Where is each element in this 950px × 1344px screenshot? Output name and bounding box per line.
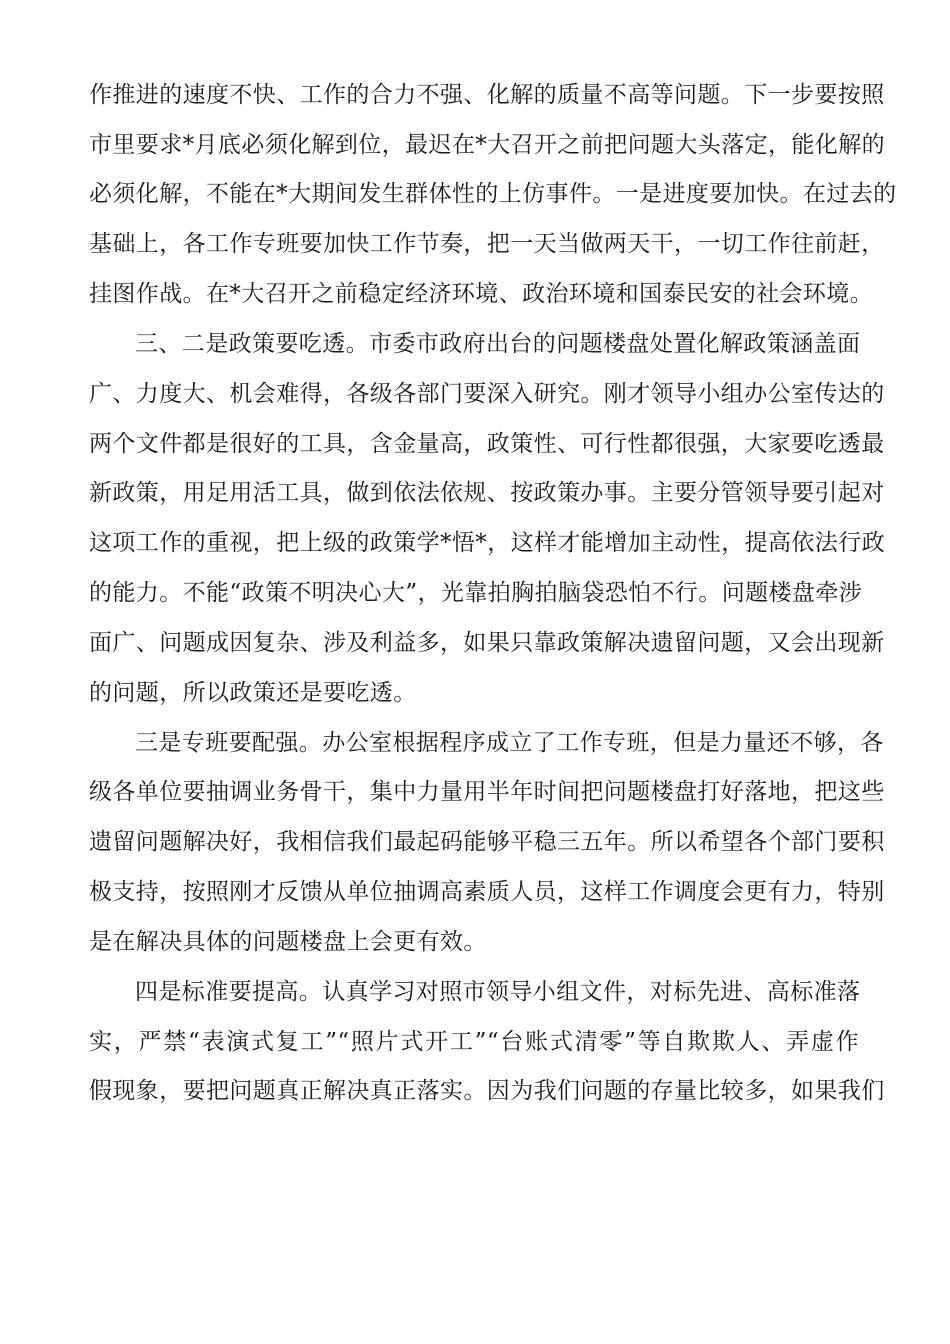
text-line: 的问题，所以政策还是要吃透。 — [89, 680, 417, 706]
text-line: 的能力。不能“政策不明决心大”，光靠拍胸拍脑袋恐怕不行。问题楼盘牵涉 — [89, 580, 863, 606]
text-line: 遗留问题解决好，我相信我们最起码能够平稳三五年。所以希望各个部门要积 — [89, 829, 885, 855]
text-line: 新政策，用足用活工具，做到依法依规、按政策办事。主要分管领导要引起对 — [89, 480, 885, 506]
text-line: 两个文件都是很好的工具，含金量高，政策性、可行性都很强，大家要吃透最 — [89, 431, 885, 457]
text-line: 面广、问题成因复杂、涉及利益多，如果只靠政策解决遗留问题，又会出现新 — [89, 630, 885, 656]
text-line: 广、力度大、机会难得，各级各部门要深入研究。刚才领导小组办公室传达的 — [89, 381, 885, 407]
paragraph-first-line: 四是标准要提高。认真学习对照市领导小组文件，对标先进、高标准落 — [135, 979, 861, 1005]
text-line: 极支持，按照刚才反馈从单位抽调高素质人员，这样工作调度会更有力，特别 — [89, 879, 885, 905]
text-line: 作推进的速度不快、工作的合力不强、化解的质量不高等问题。下一步要按照 — [89, 82, 885, 108]
text-line: 假现象，要把问题真正解决真正落实。因为我们问题的存量比较多，如果我们 — [89, 1078, 885, 1104]
text-line: 基础上，各工作专班要加快工作节奏，把一天当做两天干，一切工作往前赶， — [89, 231, 885, 257]
text-line: 这项工作的重视，把上级的政策学*悟*，这样才能增加主动性，提高依法行政 — [89, 530, 885, 556]
text-line: 是在解决具体的问题楼盘上会更有效。 — [89, 929, 487, 955]
text-line: 挂图作战。在*大召开之前稳定经济环境、政治环境和国泰民安的社会环境。 — [89, 281, 874, 307]
text-line: 实，严禁“表演式复工”“照片式开工”“台账式清零”等自欺欺人、弄虚作 — [89, 1029, 859, 1055]
paragraph-first-line: 三、二是政策要吃透。市委市政府出台的问题楼盘处置化解政策涵盖面 — [135, 331, 861, 357]
text-line: 级各单位要抽调业务骨干，集中力量用半年时间把问题楼盘打好落地，把这些 — [89, 779, 885, 805]
paragraph-first-line: 三是专班要配强。办公室根据程序成立了工作专班，但是力量还不够，各 — [135, 730, 884, 756]
text-line: 必须化解，不能在*大期间发生群体性的上仿事件。一是进度要加快。在过去的 — [89, 181, 897, 207]
text-line: 市里要求*月底必须化解到位，最迟在*大召开之前把问题大头落定，能化解的 — [89, 132, 885, 158]
